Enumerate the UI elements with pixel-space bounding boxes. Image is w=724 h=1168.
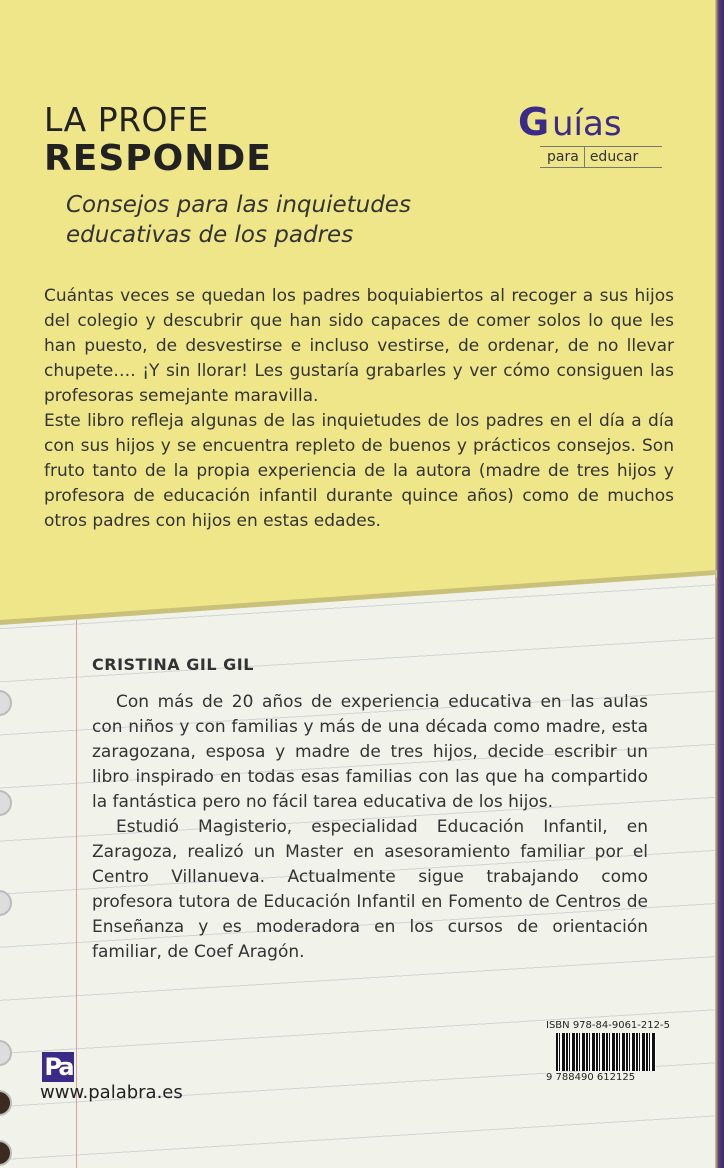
- blurb-paragraph: Cuántas veces se quedan los padres boquiabiertos al recoger a sus hijos del colegio y descubrir que han sido capaces de comer solos lo que les han puesto, de desvestirse e incluso vestirse, de ordenar, de no llevar chupete…. ¡Y sin llorar! Les gustaría grabarles y ver cómo consiguen las profesoras semejante maravilla.: [44, 286, 674, 406]
- series-logo: [518, 100, 658, 170]
- isbn: ISBN 978-84-9061-212-5: [546, 1020, 670, 1031]
- author-name: CRISTINA GIL GIL: [92, 655, 254, 674]
- barcode: [556, 1033, 656, 1071]
- title-line-2: RESPONDE: [44, 138, 272, 179]
- publisher-url: www.palabra.es: [40, 1082, 183, 1103]
- blurb-paragraph: Este libro refleja algunas de las inquietudes de los padres en el día a día con sus hijos y se encuentra repleto de buenos y prácticos consejos. Son fruto tanto de la propia experiencia de la autora (madre de tres hijos y profesora de educación infantil durante quince años) como de muchos otros padres con hijos en estas edades.: [44, 411, 674, 531]
- bio-paragraph: Estudió Magisterio, especialidad Educación Infantil, en Zaragoza, realizó un Master en asesoramiento familiar por el Centro Villanueva. Actualmente sigue trabajando como profesora tutora de Educación Infantil en Fomento de Centros de Enseñanza y es moderadora en los cursos de orientación familiar, de Coef Aragón.: [92, 817, 648, 962]
- publisher-logo: Pa: [42, 1052, 74, 1082]
- blurb: [44, 284, 674, 534]
- title-line-1: LA PROFE: [44, 100, 209, 139]
- book-spine: [715, 0, 724, 1168]
- subtitle: Consejos para las inquietudes educativas de los padres: [66, 192, 411, 248]
- barcode-number: 9 788490 612125: [546, 1072, 656, 1083]
- series-logo-rest: uías: [552, 104, 622, 144]
- bio-paragraph: Con más de 20 años de experiencia educativa en las aulas con niños y con familias y más de una década como madre, esta zaragozana, esposa y madre de tres hijos, decide escribir un libro inspirado en todas esas familias con las que ha compartido la fantástica pero no fácil tarea educativa de los hijos.: [92, 692, 648, 812]
- author-bio: [92, 690, 648, 965]
- series-logo-initial: G: [518, 100, 550, 144]
- series-logo-sub-right: educar: [589, 149, 639, 165]
- series-logo-sub-left: para: [547, 149, 579, 165]
